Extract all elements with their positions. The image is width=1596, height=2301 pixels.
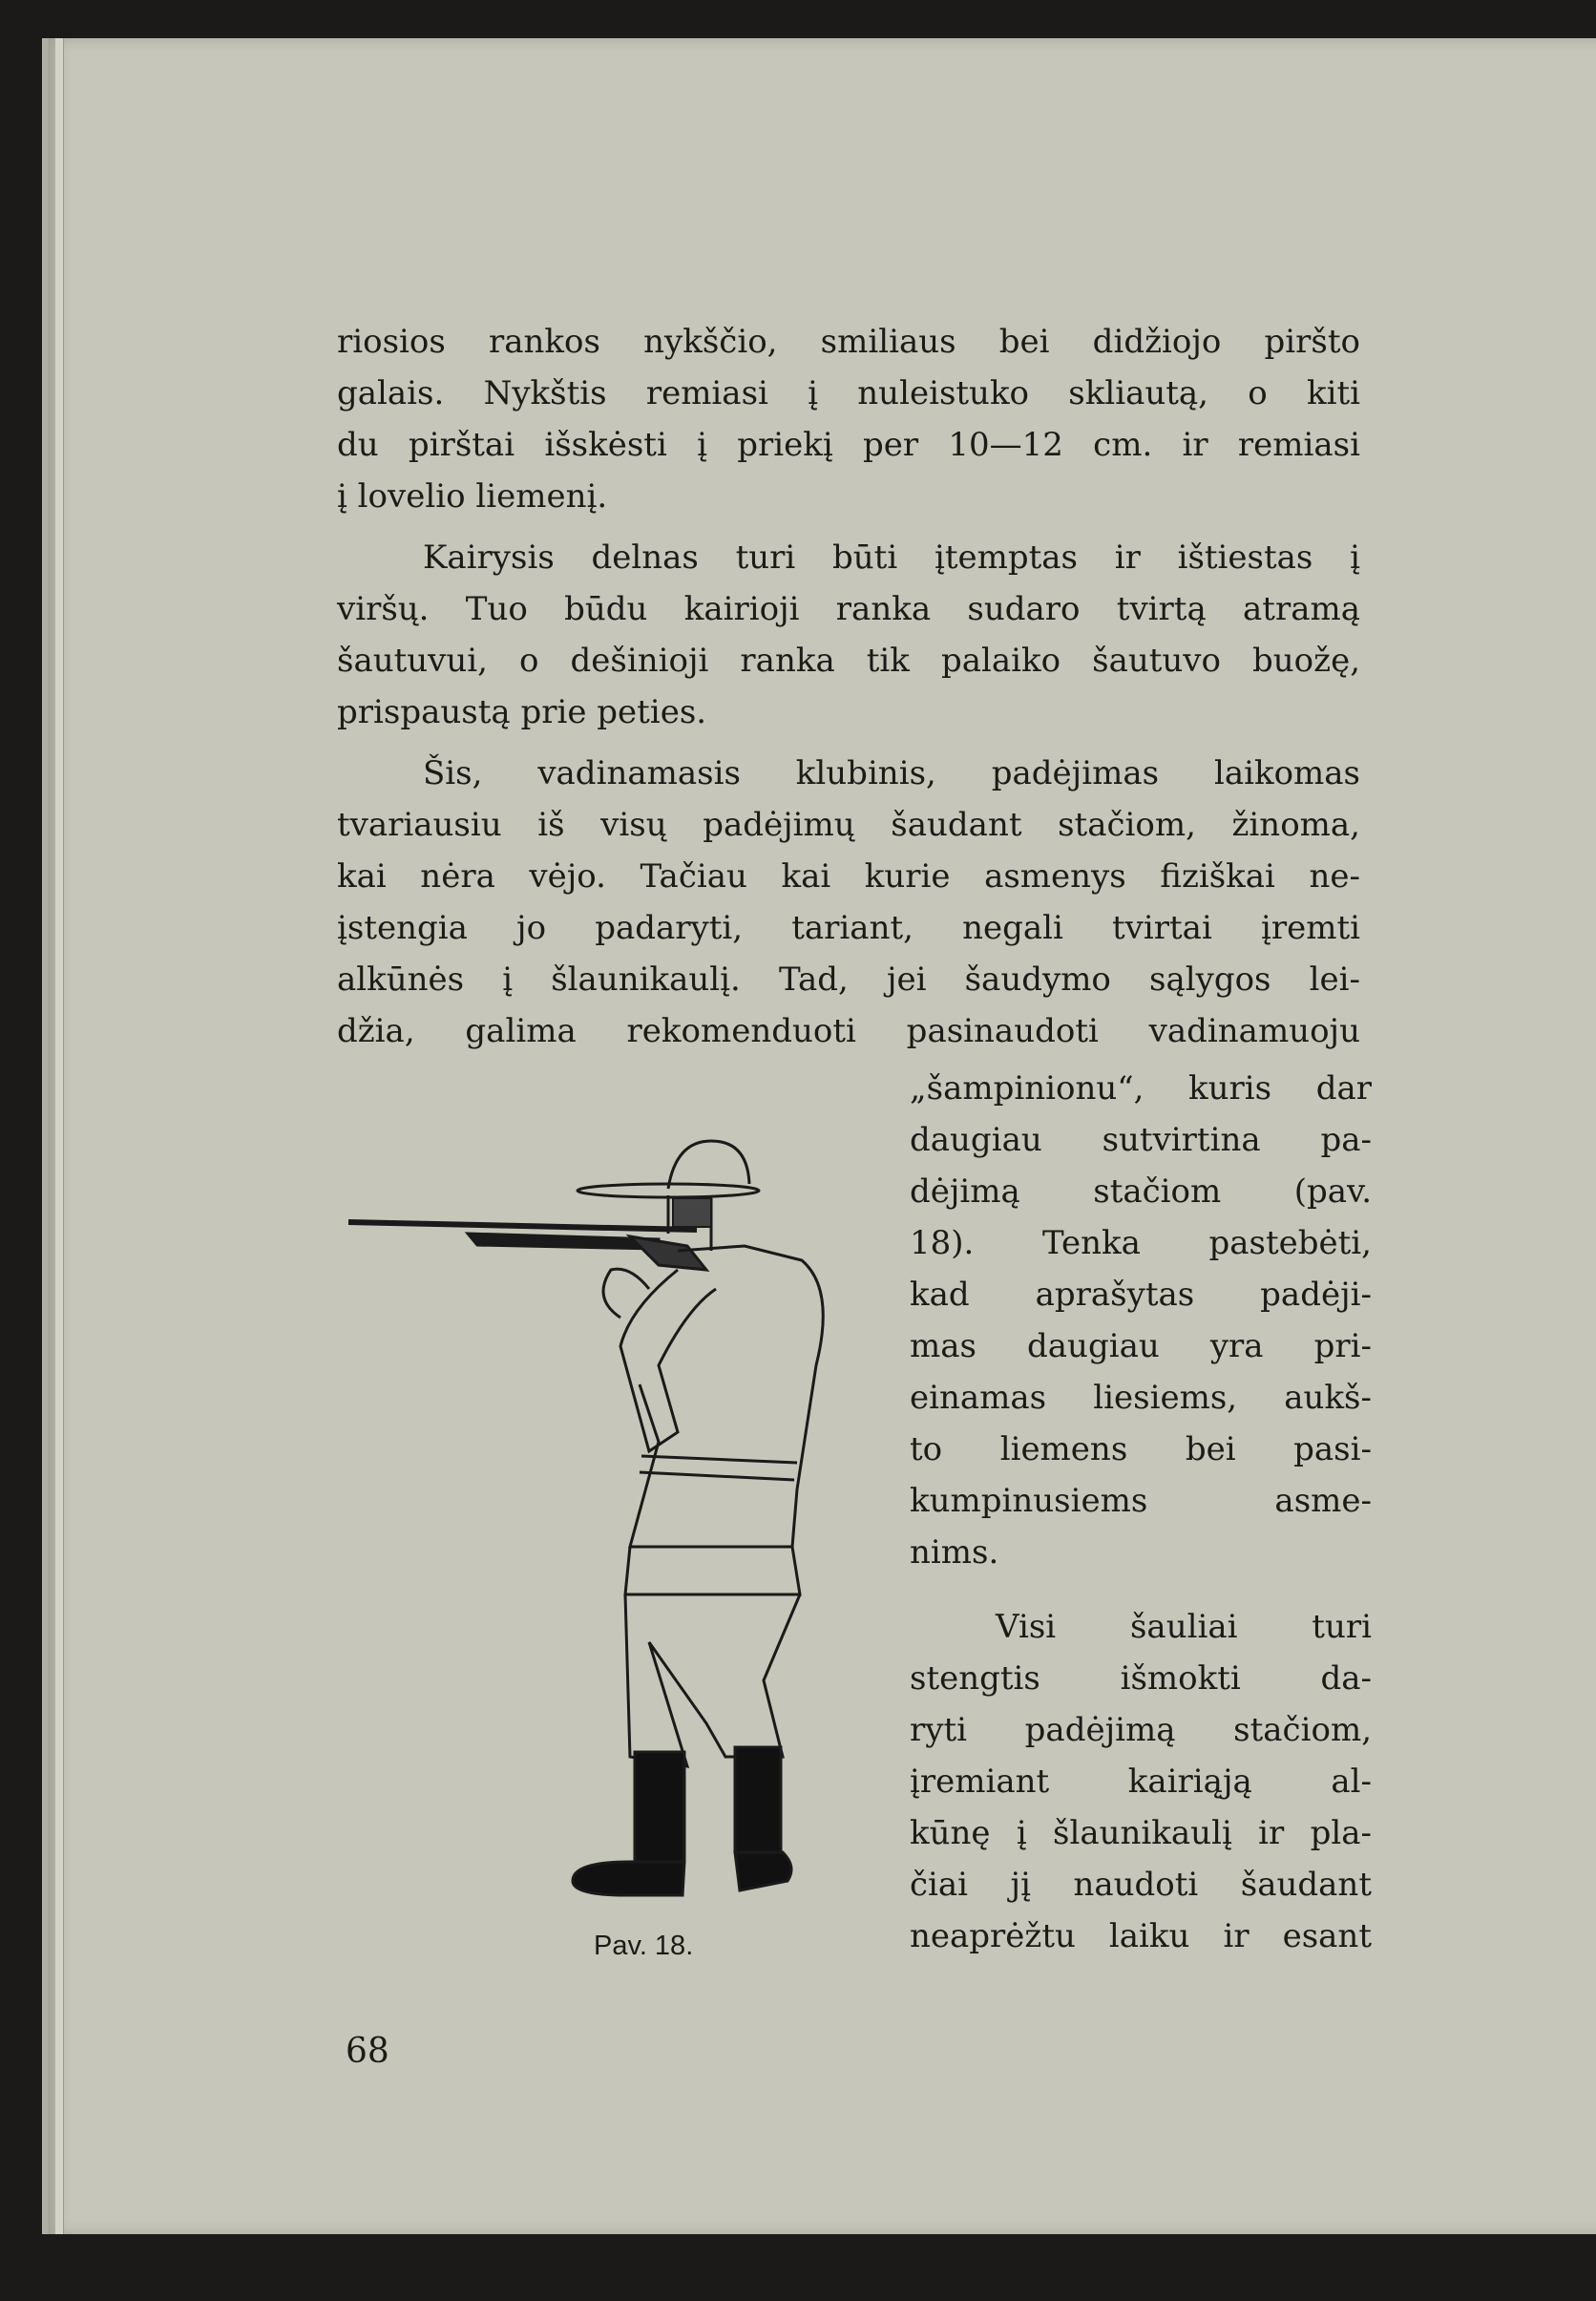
boot-right (735, 1747, 781, 1852)
text-line: neaprėžtu laiku ir esant (910, 1917, 1372, 1955)
text-line: prispaustą prie peties. (337, 693, 707, 731)
arm (620, 1270, 716, 1451)
paragraph-3-continued (910, 1063, 1372, 1578)
text-line: kumpinusiems asme- (910, 1482, 1372, 1520)
text-line: dėjimą stačiom (pav. (910, 1172, 1372, 1211)
text-line: džia, galima rekomenduoti pasinaudoti vadinamuoju (337, 1012, 1360, 1050)
text-line: nims. (910, 1533, 999, 1572)
text-line: „šampinionu“, kuris dar (910, 1069, 1372, 1108)
paragraph-3 (337, 748, 1360, 1057)
legs (625, 1594, 800, 1766)
text-line: įremiant kairiąją al- (910, 1763, 1372, 1801)
paragraph-1 (337, 316, 1360, 522)
text-line: to liemens bei pasi- (910, 1430, 1372, 1468)
boot-left (635, 1752, 684, 1862)
text-line: šautuvui, o dešinioji ranka tik palaiko šautuvo buožę, (337, 642, 1360, 680)
text-line: alkūnės į šlaunikaulį. Tad, jei šaudymo sąlygos lei- (337, 961, 1360, 999)
page-number: 68 (346, 2032, 389, 2071)
paragraph-4 (910, 1601, 1372, 1962)
text-line: daugiau sutvirtina pa- (910, 1121, 1372, 1159)
hat-crown (668, 1141, 749, 1189)
text-line: riosios rankos nykščio, smiliaus bei didžiojo piršto (337, 323, 1360, 361)
text-line: čiai jį naudoti šaudant (910, 1866, 1372, 1904)
text-line: kai nėra vėjo. Tačiau kai kurie asmenys fiziškai ne- (337, 857, 1360, 896)
text-line: mas daugiau yra pri- (910, 1327, 1372, 1365)
text-line: galais. Nykštis remiasi į nuleistuko skliautą, o kiti (337, 374, 1360, 412)
text-line: tvariausiu iš visų padėjimų šaudant stačiom, žinoma, (337, 806, 1360, 844)
text-line: viršų. Tuo būdu kairioji ranka sudaro tvirtą atramą (337, 590, 1360, 628)
text-line: du pirštai išskėsti į priekį per 10—12 cm. ir remiasi (337, 426, 1360, 464)
rifle-barrel (348, 1222, 697, 1230)
text-column-beside-figure (910, 1063, 1372, 1962)
text-line: Šis, vadinamasis klubinis, padėjimas laikomas (423, 754, 1360, 792)
figure-shooter-illustration (344, 1127, 859, 1919)
text-column-main (337, 316, 1360, 1057)
page-edge (55, 38, 64, 2234)
text-line: kūnę į šlaunikaulį ir pla- (910, 1814, 1372, 1852)
jacket (630, 1246, 823, 1547)
text-line: einamas liesiems, aukš- (910, 1379, 1372, 1417)
text-line: 18). Tenka pastebėti, (910, 1224, 1372, 1262)
text-line: Kairysis delnas turi būti įtemptas ir ištiestas į (423, 538, 1360, 577)
figure-caption: Pav. 18. (594, 1931, 694, 1961)
text-line: stengtis išmokti da- (910, 1659, 1372, 1698)
text-line: kad aprašytas padėji- (910, 1276, 1372, 1314)
text-line: ryti padėjimą stačiom, (910, 1711, 1372, 1749)
text-line: į lovelio liemenį. (337, 477, 608, 516)
text-line: įstengia jo padaryti, tariant, negali tvirtai įremti (337, 909, 1360, 947)
text-line: Visi šauliai turi (996, 1608, 1372, 1646)
paragraph-2 (337, 532, 1360, 738)
